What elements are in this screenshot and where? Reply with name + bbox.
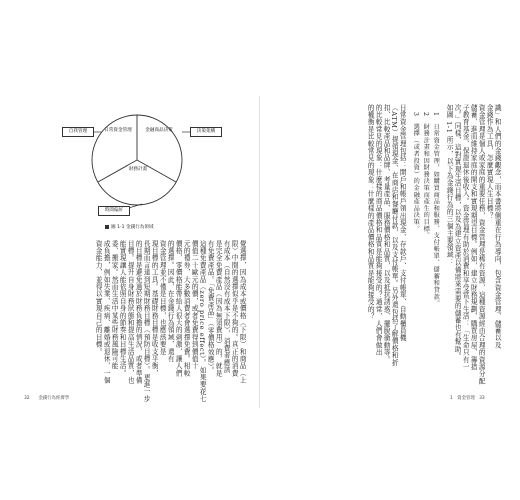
- left-text-col-11: 資金管理並不僅是目標，也應該要是: [158, 240, 167, 356]
- right-body-col-3: 扣、比較產品和品牌、考量產品、服務價格和品質，以及抵抗誘惑、擺脫衝動等。: [382, 104, 391, 364]
- left-text-col-1: 覺選擇，因為成本或價格（下限）和商品（上: [238, 240, 247, 384]
- left-text-col-6: 這種免費產品（zero price effect）。如果要花七: [198, 240, 207, 403]
- list-item-3: 3 選擇（或者投資）的金融產品決策。: [412, 112, 420, 233]
- left-text-col-4: 是完全免費產品（因為無須費用）的，就是: [214, 240, 223, 377]
- caption-text: 圖 1-1 金錢行為領域: [111, 225, 154, 230]
- page-gutter: [259, 96, 260, 408]
- left-text-col-14: 的目標是避免過於財務負擔的情況，或者準備: [134, 240, 143, 384]
- right-body-col-4: 的比較常見的現象：什麼樣的商品價格和品質是能夠接受的？通常，人們會做出: [374, 104, 383, 356]
- node-time-preference: 時間偏好: [98, 206, 130, 216]
- node-daily-money: 日常資金管理: [104, 128, 132, 133]
- left-text-col-16: 能實現讓人能依照自身的節奏和目標生活。: [118, 240, 127, 377]
- right-intro-col-3: 資金管理是個人或家庭的重要任務，資金管理是稀有資源，這種資源經由合理的資源分配: [477, 104, 486, 385]
- caption-square-icon: [105, 225, 109, 229]
- right-intro-col-4: 儲蓄，進而維持家庭的開支和實現期望目標。例如，建立財務規劃、購買房屋、籌措: [469, 104, 478, 371]
- left-text-col-9: 價格，零價格能帶給人很大的刺激，讓人們: [174, 240, 183, 377]
- list-item-2: 2 財務計畫和因財務決策而產生的目標。: [422, 112, 430, 239]
- left-text-col-19: 資金能力，並得以實現自己的目標。: [94, 240, 103, 356]
- money-behavior-diagram: [62, 100, 244, 220]
- left-page-footer: 32 金錢行為經濟學: [24, 396, 70, 401]
- left-text-col-3: 有成本（自然沒有成本下限），消費者應該: [222, 240, 231, 374]
- node-financial-product: 金融商品決策: [145, 128, 173, 133]
- left-text-col-12: 現目標的工具。基礎財務目標是收支平衡，: [150, 240, 159, 377]
- right-intro-col-7: 如圖 1-1 所示，以下為金錢行為的三個主要領域：: [445, 104, 454, 266]
- right-intro-col-5: 子教育基金、保證退休後收入。資金管理有助於消費和享受當下生活：「生命只有一: [461, 104, 470, 371]
- list-item-1: 1 日常資金管理，如購買商品和服務、支付帳單、儲蓄和貸款。: [432, 112, 440, 307]
- left-text-col-13: 長期而言達到短期財務目標（預防目標）。更進一步: [142, 240, 151, 403]
- right-intro-col-1: 識」和人們的金錢觀念，而本書將側重在行為導向，包含資金管理、儲蓄以及: [493, 104, 502, 349]
- diagram-caption: [105, 224, 154, 230]
- left-text-col-17: 委、搬家。然而生活中某些財務風險可能: [110, 240, 119, 370]
- node-financial-plan: 財務計畫: [128, 167, 148, 172]
- node-decision-framework: 決策架構: [190, 127, 222, 137]
- right-intro-col-2: 金錢作為工具，怎麼實現人生目標？: [485, 104, 494, 220]
- right-body-col-1: 日常資金管理包括：開戶和帳戶領出現金、存款戶、支付帳單、自動櫃員機: [398, 104, 407, 342]
- right-page-footer: 1 資金管理 33: [450, 396, 485, 401]
- right-intro-col-6: 次。」同樣，這對實現生活目標，以及為建立資產以備將來需要的儲蓄也有幫助。: [453, 104, 462, 360]
- left-text-col-7: 價值二十歐元的價，或者免費得到價值十: [190, 240, 199, 370]
- node-self-management: 自我管理: [62, 127, 94, 137]
- left-text-col-5: 有免費產品。「免費產品」（零價格效應）。: [206, 240, 215, 375]
- left-text-col-15: 目標。提升自身財務狀態和提高生活品質，也: [126, 240, 135, 384]
- left-text-col-8: 元的禮券，大多數消費者會選擇免費。相較: [182, 240, 191, 377]
- left-text-col-2: 限）中間的選擇似乎是不夠的。真正的消費: [230, 240, 239, 377]
- diagram-lines: [62, 100, 244, 220]
- right-body-col-2: （ATM）提領現金、在商店和餐廳付款，以及支付帳單。另外還包括了解價格和折: [390, 104, 399, 367]
- left-text-col-18: 成負擔，例如失業、疾病、離婚或退休，一個: [102, 240, 111, 384]
- left-text-col-10: 的選擇。因此，在金錢行為領域，還有: [166, 240, 175, 363]
- right-body-col-5: 的權衡是比較常見的現象：什麼樣的產品價格和品質是能夠接受的？: [366, 104, 375, 320]
